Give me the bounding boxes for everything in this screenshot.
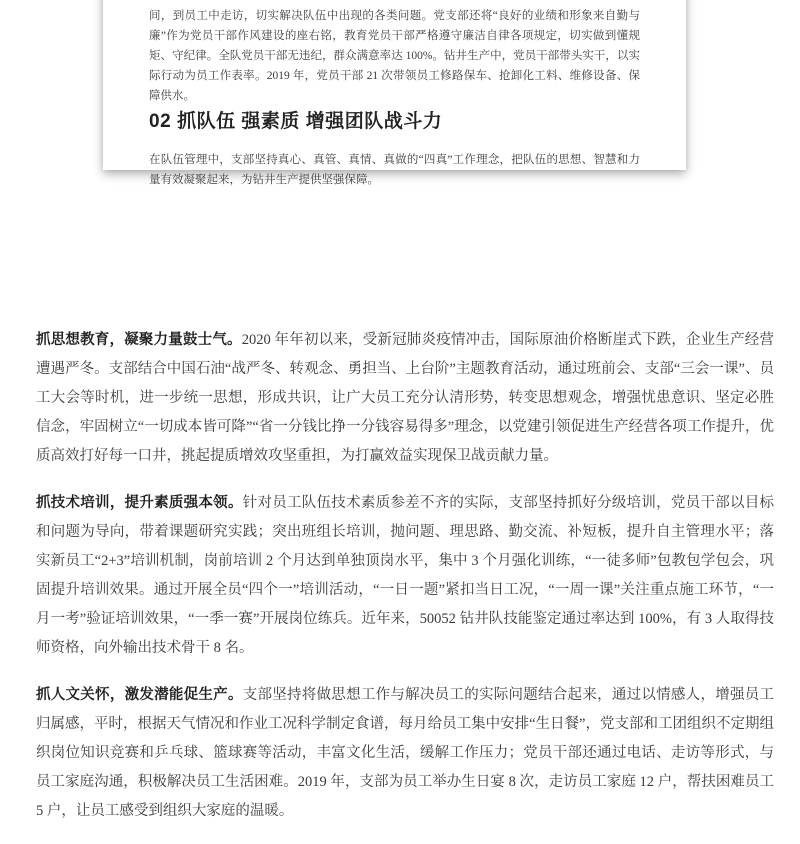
- section-heading: [149, 110, 640, 134]
- card-intro-paragraph: 在队伍管理中，支部坚持真心、真管、真情、真做的“四真”工作理念，把队伍的思想、智慧和力量有效凝聚起来，为钻井生产提供坚强保障。: [149, 154, 640, 186]
- section-heading-text: 抓队伍 强素质 增强团队战斗力: [177, 111, 443, 132]
- paragraph-training-lead: 抓技术培训，提升素质强本领。: [36, 495, 243, 511]
- paragraph-training-text: 针对员工队伍技术素质参差不齐的实际，支部坚持抓好分级培训，党员干部以目标和问题为导向，带着课题研究实践；突出班组长培训，抛问题、理思路、勤交流、补短板，提升自主管理水平；落实新员工“2+3”培训机制，岗前培训 2 个月达到单独顶岗水平，集中 3 个月强化训练，“一徒多师”包教包学包会，巩固提升培训效果。通过开展全员“四个一”培训活动，“一日一题”紧扣当日工况，“一周一课”关注重点施工环节，“一月一考”验证培训效果，“一季一赛”开展岗位练兵。近年来，50052 钻井队技能鉴定通过率达到 100%，有 3 人取得技师资格，向外输出技术骨干 8 名。: [36, 495, 775, 656]
- article-card: [103, 0, 686, 186]
- paragraph-training: [36, 489, 774, 663]
- card-continuation-paragraph: 间，到员工中走访，切实解决队伍中出现的各类问题。党支部还将“良好的业绩和形象来自勤与廉”作为党员干部作风建设的座右铭，教育党员干部严格遵守廉洁自律各项规定，切实做到懂规矩、守纪律。全队党员干部无违纪，群众满意率达 100%。钻井生产中，党员干部带头实干，以实际行动为员工作表率。2019 年，党员干部 21 次带领员工修路保车、抢卸化工料、维修设备、保障供水。: [149, 10, 640, 102]
- paragraph-ideology-lead: 抓思想教育，凝聚力量鼓士气。: [36, 332, 242, 348]
- paragraph-care-lead: 抓人文关怀，激发潜能促生产。: [36, 687, 243, 703]
- paragraph-care: [36, 681, 774, 826]
- article-body: [36, 326, 774, 844]
- paragraph-care-text: 支部坚持将做思想工作与解决员工的实际问题结合起来，通过以情感人，增强员工归属感，平时，根据天气情况和作业工况科学制定食谱，每月给员工集中安排“生日餐”，党支部和工团组织不定期组织岗位知识竞赛和乒乓球、篮球赛等活动，丰富文化生活，缓解工作压力；党员干部还通过电话、走访等形式，与员工家庭沟通，积极解决员工生活困难。2019 年，支部为员工举办生日宴 8 次，走访员工家庭 12 户，帮扶困难员工 5 户，让员工感受到组织大家庭的温暖。: [36, 687, 775, 819]
- paragraph-ideology: [36, 326, 774, 471]
- paragraph-ideology-text: 2020 年年初以来，受新冠肺炎疫情冲击，国际原油价格断崖式下跌，企业生产经营遭遇严冬。支部结合中国石油“战严冬、转观念、勇担当、上台阶”主题教育活动，通过班前会、支部“三会一课”、员工大会等时机，进一步统一思想，形成共识，让广大员工充分认清形势，转变思想观念，增强忧患意识、坚定必胜信念，牢固树立“一切成本皆可降”“省一分钱比挣一分钱容易得多”理念，以党建引领促进生产经营各项工作提升，优质高效打好每一口井，挑起提质增效攻坚重担，为打赢效益实现保卫战贡献力量。: [36, 332, 774, 464]
- section-heading-number: 02: [149, 111, 172, 132]
